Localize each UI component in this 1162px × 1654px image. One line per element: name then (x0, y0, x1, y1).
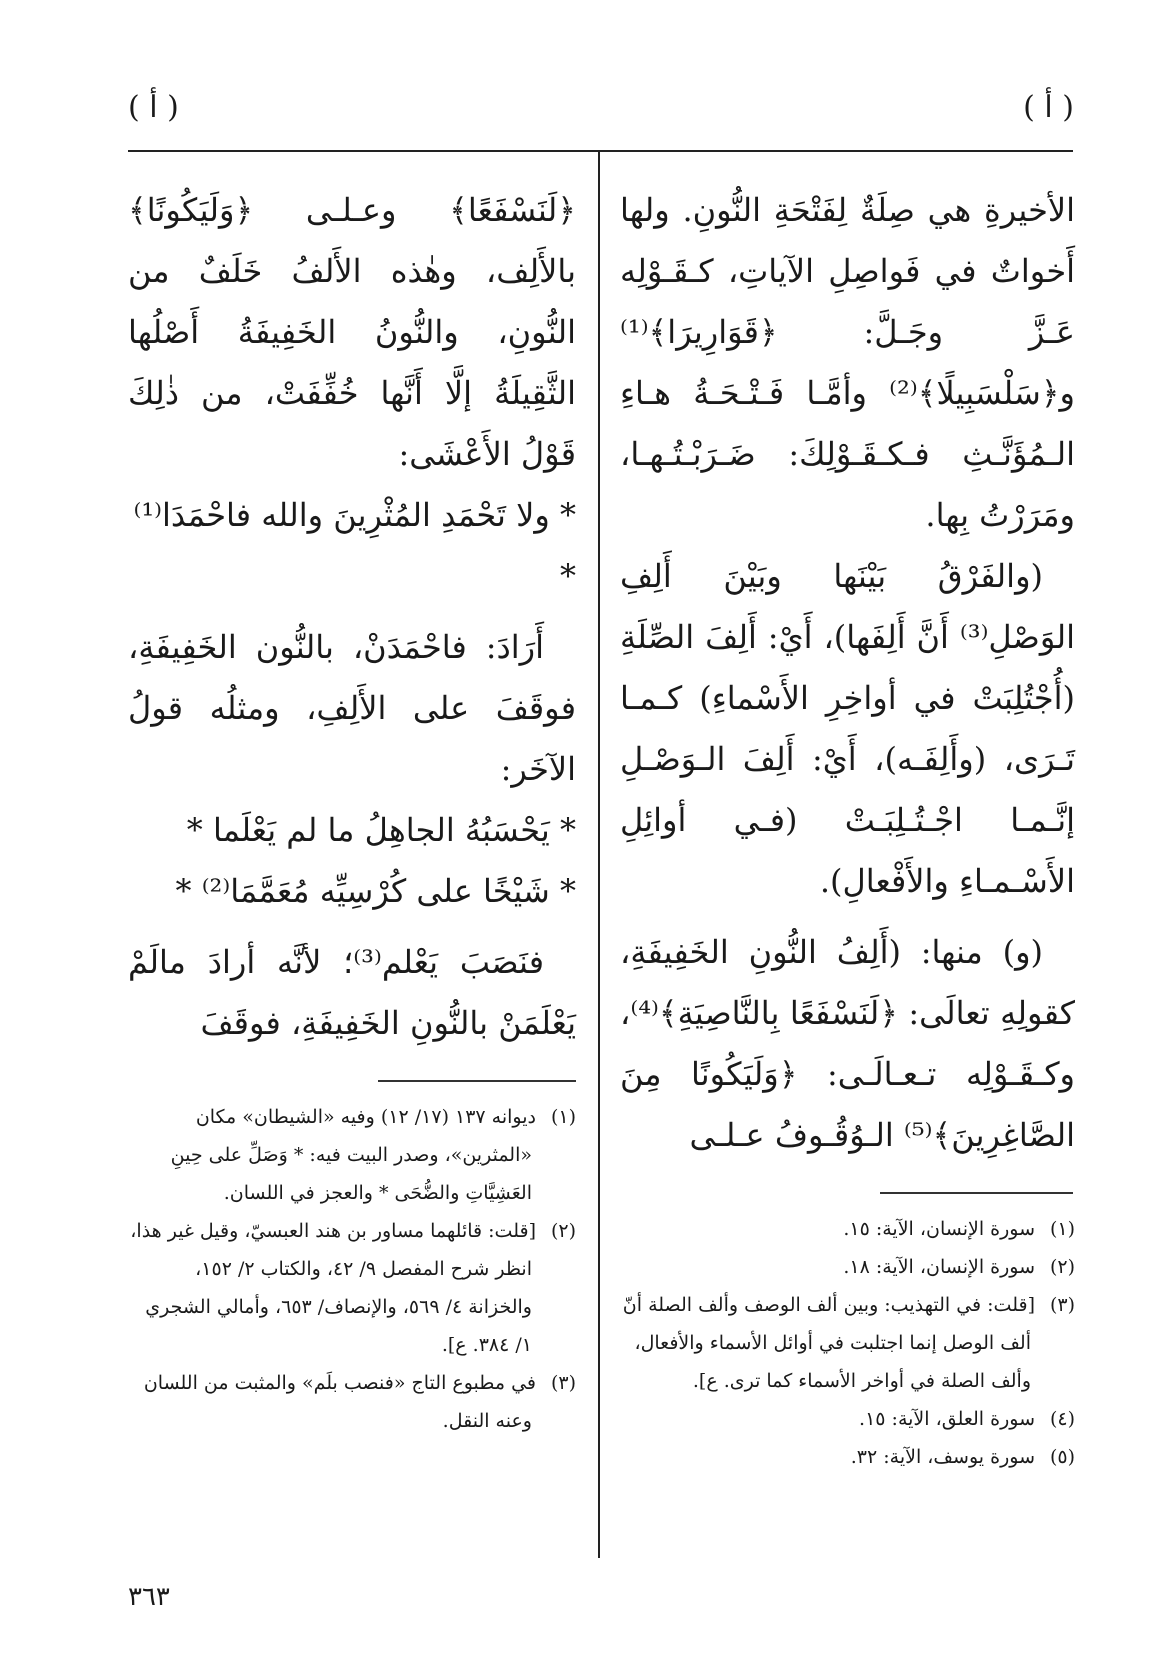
footnote (620, 1400, 1075, 1438)
page-number: ٣٦٣ (128, 1582, 170, 1612)
verse-line: * ولا تَحْمَدِ المُثْرِينَ والله فاحْمَدَا⁽¹⁾ * (133, 496, 576, 595)
running-header-left: ( أ ) (128, 90, 179, 125)
footnote-number: (١) (550, 1106, 576, 1128)
footnote-number: (٣) (550, 1372, 576, 1394)
footnote (620, 1438, 1075, 1476)
footnote-text: [قلت: في التهذيب: وبين ألف الوصف وألف الصلة أنّ ألف الوصل إنما اجتلبت في أوائل الأسماء والأفعال، وألف الصلة في أواخر الأسماء كما ترى. ع]. (622, 1294, 1035, 1392)
paragraph: الأخيرةِ هي صِلَةٌ لِفَتْحَةِ النُّونِ. ولها أَخواتٌ في فَواصِلِ الآياتِ، كـقَـوْلِه عَـزَّ وجَـلَّ: ﴿قَوَارِيرَا﴾⁽¹⁾ و﴿سَلْسَبِيلًا﴾⁽²⁾ وأمَّـا فَـتْـحَـةُ هـاءِ الـمُؤَنَّـثِ فـكـقَـوْلِكَ: ضَـرَبْـتُـهـا، ومَرَرْتُ بِها. (620, 191, 1075, 534)
footnote (620, 1248, 1075, 1286)
footnote (128, 1212, 576, 1364)
footnote-rule-left (378, 1080, 576, 1082)
footnote-text: ديوانه ١٣٧ (١٧/ ١٢) وفيه «الشيطان» مكان «المثرين»، وصدر البيت فيه: * وَصَلِّ على حِينِ العَشِيَّاتِ والضُّحَى * والعجز في اللسان. (170, 1106, 536, 1204)
footnote-number: (٥) (1049, 1446, 1075, 1468)
paragraph: فنَصَبَ يَعْلم⁽³⁾؛ لأنَّه أرادَ مالَمْ يَعْلَمَنْ بالنُّونِ الخَفِيفَةِ، فوقَفَ (128, 943, 576, 1042)
verse-line: * شَيْخًا على كُرْسِيِّه مُعَمَّمَا⁽²⁾ * (175, 872, 576, 910)
footnote (620, 1210, 1075, 1248)
right-column (620, 180, 1075, 1166)
header-rule (128, 150, 1073, 152)
paragraph: (و) منها: (أَلِفُ النُّونِ الخَفِيفَةِ، كقولِهِ تعالَى: ﴿لَنَسْفَعًا بِالنَّاصِيَةِ﴾⁽⁴⁾، وكـقَـوْلِه تـعـالَـى: ﴿وَلَيَكُونًا مِنَ الصَّاغِرِينَ﴾⁽⁵⁾ الـوُقُـوفُ عـلـى (620, 933, 1075, 1154)
footnote (620, 1286, 1075, 1400)
footnote-rule-right (880, 1192, 1073, 1194)
column-divider (598, 150, 600, 1558)
footnote-number: (٢) (1049, 1256, 1075, 1278)
footnote-text: سورة الإنسان، الآية: ١٥. (843, 1218, 1035, 1240)
verse-line: * يَحْسَبُهُ الجاهِلُ ما لم يَعْلَما * (186, 811, 576, 849)
paragraph: أَرَادَ: فاحْمَدَنْ، بالنُّون الخَفِيفَةِ، فوقَفَ على الأَلِفِ، ومثلُه قولُ الآخَر: (128, 628, 576, 788)
footnote-number: (١) (1049, 1218, 1075, 1240)
paragraph: ﴿لَنَسْفَعًا﴾ وعـلـى ﴿وَلَيَكُونًا﴾ بالأَلِف، وهٰذه الأَلفُ خَلَفٌ من النُّونِ، والنُّونُ الخَفِيفَةُ أَصْلُها الثَّقِيلَةُ إلَّا أَنَّها خُفِّفَتْ، من ذٰلِكَ قَوْلُ الأَعْشَى: (128, 191, 576, 473)
footnotes-right (620, 1210, 1075, 1476)
paragraph: (والفَرْقُ بَيْنَها وبَيْنَ أَلِفِ الوَصْلِ⁽³⁾ أَنَّ أَلِفَها)، أَيْ: أَلِفَ الصِّلَةِ (أُجْتُلِبَتْ في أواخِرِ الأَسْماءِ) كـمـا تَـرَى، (وأَلِفَـه)، أَيْ: أَلِفَ الـوَصْـلِ إنَّـمـا اجْـتُـلِبَـتْ (فـي أوائِلِ الأَسْـمـاءِ والأَفْعالِ). (620, 557, 1075, 900)
footnote-text: سورة الإنسان، الآية: ١٨. (843, 1256, 1035, 1278)
footnote-text: سورة يوسف، الآية: ٣٢. (850, 1446, 1035, 1468)
footnote-text: في مطبوع التاج «فنصب بلَم» والمثبت من اللسان وعنه النقل. (143, 1372, 536, 1432)
footnote-number: (٢) (550, 1220, 576, 1242)
running-header-right: ( أ ) (1023, 90, 1074, 125)
footnote (128, 1098, 576, 1212)
footnote-text: [قلت: قائلهما مساور بن هند العبسيّ، وقيل غير هذا، انظر شرح المفصل ٩/ ٤٢، والكتاب ٢/ ١٥٢، والخزانة ٤/ ٥٦٩، والإنصاف/ ٦٥٣، وأمالي الشجري ١/ ٣٨٤. ع]. (130, 1220, 536, 1356)
footnote-number: (٤) (1049, 1408, 1075, 1430)
footnote (128, 1364, 576, 1440)
footnotes-left (128, 1098, 576, 1440)
left-column (128, 180, 576, 1054)
footnote-text: سورة العلق، الآية: ١٥. (859, 1408, 1035, 1430)
footnote-number: (٣) (1049, 1294, 1075, 1316)
